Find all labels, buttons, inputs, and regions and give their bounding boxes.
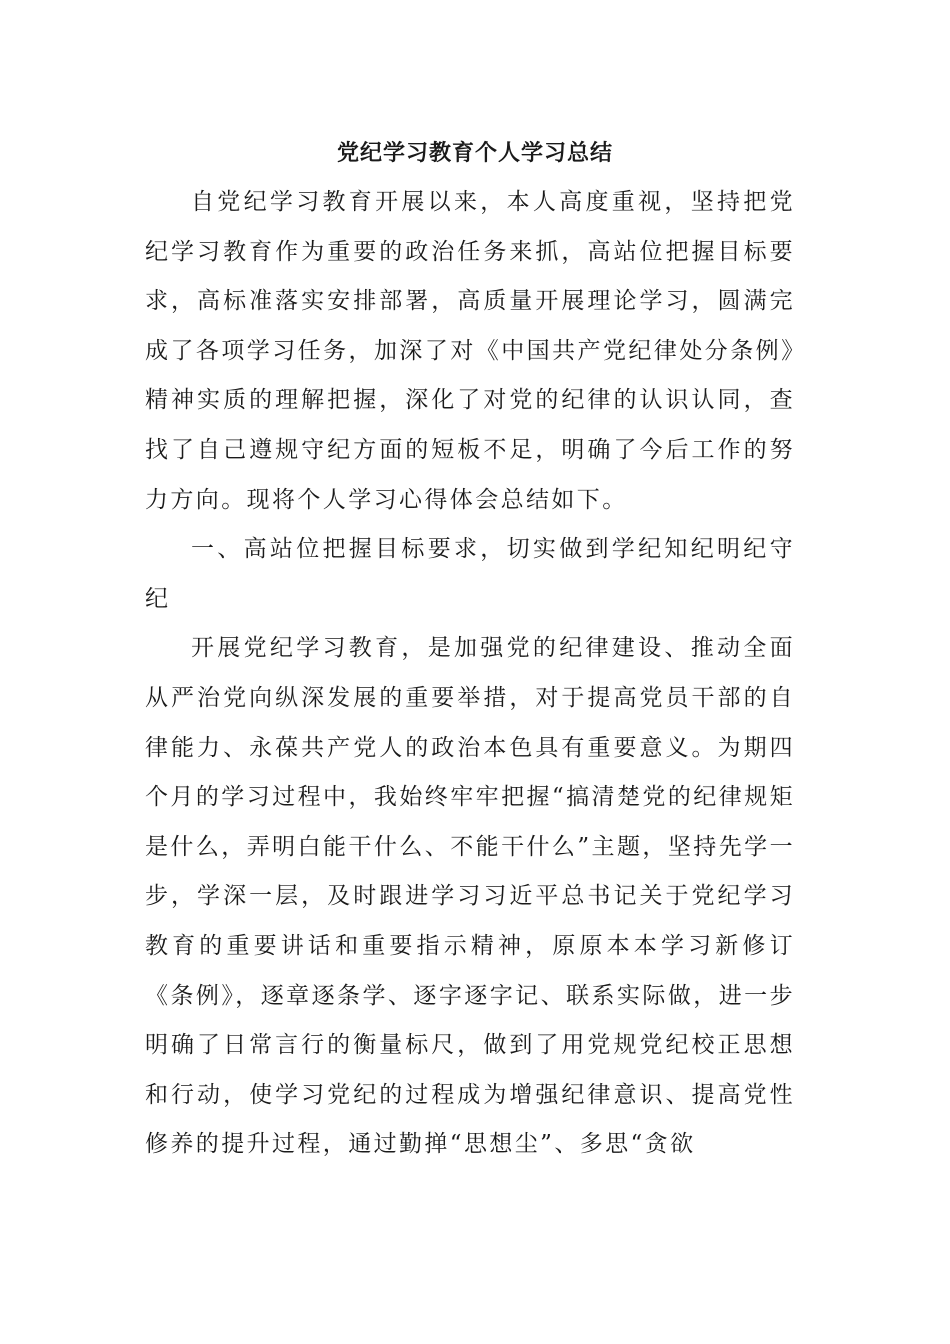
paragraph-section-1: 开展党纪学习教育，是加强党的纪律建设、推动全面从严治党向纵深发展的重要举措，对于提高党员干部的自律能力、永葆共产党人的政治本色具有重要意义。为期四个月的学习过程中，我始终牢牢把握“搞清楚党的纪律规矩是什么，弄明白能干什么、不能干什么”主题，坚持先学一步，学深一层，及时跟进学习习近平总书记关于党纪学习教育的重要讲话和重要指示精神，原原本本学习新修订《条例》，逐章逐条学、逐字逐字记、联系实际做，进一步明确了日常言行的衡量标尺，做到了用党规党纪校正思想和行动，使学习党纪的过程成为增强纪律意识、提高党性修养的提升过程，通过勤掸“思想尘”、多思“贪欲 <box>145 635 795 1158</box>
document-title: 党纪学习教育个人学习总结 <box>336 140 613 166</box>
document-body <box>145 178 795 1170</box>
section-heading-1: 一、高站位把握目标要求，切实做到学纪知纪明纪守纪 <box>145 536 795 612</box>
paragraph-intro: 自党纪学习教育开展以来，本人高度重视，坚持把党纪学习教育作为重要的政治任务来抓，高站位把握目标要求，高标准落实安排部署，高质量开展理论学习，圆满完成了各项学习任务，加深了对《中国共产党纪律处分条例》精神实质的理解把握，深化了对党的纪律的认识认同，查找了自己遵规守纪方面的短板不足，明确了今后工作的努力方向。现将个人学习心得体会总结如下。 <box>145 189 795 513</box>
